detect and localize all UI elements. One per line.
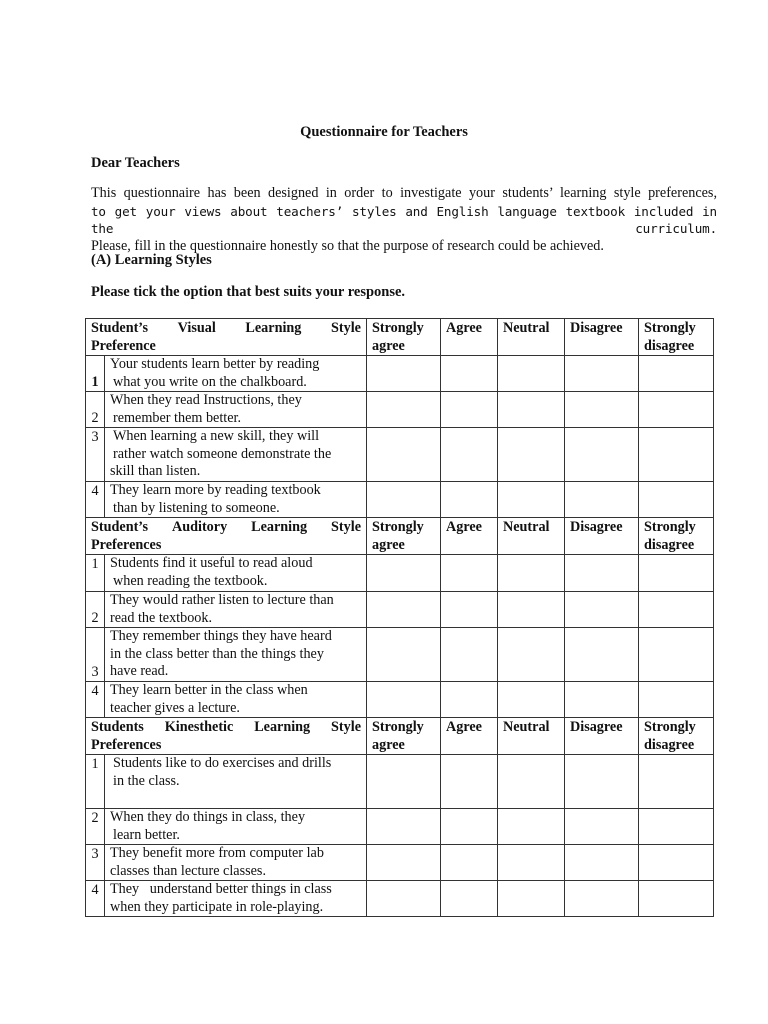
category-title — [86, 319, 367, 356]
table-row — [86, 845, 714, 881]
response-cell-strongly-disagree[interactable] — [639, 428, 714, 482]
page-title: Questionnaire for Teachers — [300, 124, 468, 140]
response-cell-strongly-disagree[interactable] — [639, 592, 714, 628]
response-cell-strongly-disagree[interactable] — [639, 356, 714, 392]
item-number: 1 — [86, 555, 105, 592]
response-cell-agree[interactable] — [441, 845, 498, 881]
item-number: 3 — [86, 628, 105, 682]
intro-line: Please, fill in the questionnaire honestly so that the purpose of research could be achieved. — [91, 237, 604, 254]
statement-line: read the textbook. — [110, 609, 213, 626]
item-statement — [105, 392, 367, 428]
response-cell-neutral[interactable] — [498, 592, 565, 628]
category-header-row — [86, 518, 714, 555]
option-header-strongly-disagree: Strongly disagree — [639, 319, 714, 356]
response-cell-disagree[interactable] — [565, 592, 639, 628]
response-cell-strongly-agree[interactable] — [367, 755, 441, 809]
response-cell-disagree[interactable] — [565, 845, 639, 881]
statement-line: Students like to do exercises and drills — [113, 755, 332, 771]
statement-line: rather watch someone demonstrate the — [113, 445, 332, 462]
category-title-word: Learning — [245, 320, 302, 336]
option-header-neutral: Neutral — [498, 518, 565, 555]
category-title-word: Style — [331, 320, 361, 336]
item-number: 3 — [86, 428, 105, 482]
category-title-word: Learning — [251, 519, 308, 535]
response-cell-neutral[interactable] — [498, 628, 565, 682]
item-number: 1 — [86, 356, 105, 392]
item-statement — [105, 845, 367, 881]
item-number: 4 — [86, 881, 105, 917]
category-title-word: Auditory — [171, 519, 228, 535]
response-cell-neutral[interactable] — [498, 881, 565, 917]
response-cell-strongly-agree[interactable] — [367, 682, 441, 718]
item-statement — [105, 755, 367, 809]
response-cell-agree[interactable] — [441, 628, 498, 682]
response-cell-disagree[interactable] — [565, 482, 639, 518]
statement-line: have read. — [110, 663, 169, 679]
option-header-strongly-agree: Strongly agree — [367, 319, 441, 356]
item-number: 2 — [86, 809, 105, 845]
statement-line: They understand better things in class — [110, 881, 332, 897]
item-number: 1 — [86, 755, 105, 809]
category-header-row — [86, 718, 714, 755]
table-row — [86, 755, 714, 809]
statement-line: learn better. — [113, 826, 180, 843]
statement-line: remember them better. — [113, 409, 242, 426]
response-cell-disagree[interactable] — [565, 392, 639, 428]
response-cell-strongly-agree[interactable] — [367, 392, 441, 428]
statement-line: than by listening to someone. — [113, 499, 280, 516]
response-cell-strongly-disagree[interactable] — [639, 482, 714, 518]
intro-line: This questionnaire has been designed in order to investigate your students’ learning style preferences, — [91, 185, 717, 201]
salutation: Dear Teachers — [91, 155, 180, 171]
response-cell-agree[interactable] — [441, 682, 498, 718]
option-header-agree: Agree — [441, 718, 498, 755]
response-cell-neutral[interactable] — [498, 682, 565, 718]
category-title-last: Preferences — [91, 736, 162, 753]
intro-line: to get your views about teachers’ styles and English language textbook included in the curriculum. — [91, 203, 717, 236]
table-row — [86, 555, 714, 592]
item-number: 4 — [86, 682, 105, 718]
instruction-text: Please tick the option that best suits your response. — [91, 284, 406, 300]
option-header-strongly-disagree: Strongly disagree — [639, 718, 714, 755]
response-cell-disagree[interactable] — [565, 555, 639, 592]
response-cell-strongly-disagree[interactable] — [639, 555, 714, 592]
response-cell-agree[interactable] — [441, 428, 498, 482]
response-cell-agree[interactable] — [441, 592, 498, 628]
category-title-last: Preferences — [91, 536, 162, 553]
table-row — [86, 592, 714, 628]
response-cell-strongly-agree[interactable] — [367, 428, 441, 482]
intro-paragraph — [91, 185, 717, 255]
category-title-word: Style — [331, 519, 361, 535]
response-cell-strongly-disagree[interactable] — [639, 682, 714, 718]
response-cell-neutral[interactable] — [498, 482, 565, 518]
section-heading: (A) Learning Styles — [91, 252, 212, 268]
item-statement — [105, 592, 367, 628]
category-title-word: Students — [91, 719, 144, 735]
statement-line: Students find it useful to read aloud — [110, 555, 313, 571]
category-title-word: Student’s — [91, 519, 149, 535]
item-statement — [105, 555, 367, 592]
item-statement — [105, 628, 367, 682]
item-statement — [105, 881, 367, 917]
statement-line: Your students learn better by reading — [110, 356, 320, 372]
response-cell-strongly-disagree[interactable] — [639, 755, 714, 809]
statement-line: They benefit more from computer lab — [110, 845, 324, 861]
item-statement — [105, 428, 367, 482]
category-title — [86, 518, 367, 555]
response-cell-neutral[interactable] — [498, 392, 565, 428]
option-header-disagree: Disagree — [565, 319, 639, 356]
questionnaire-table — [85, 318, 714, 917]
item-number: 3 — [86, 845, 105, 881]
response-cell-agree[interactable] — [441, 555, 498, 592]
option-header-strongly-agree: Strongly agree — [367, 718, 441, 755]
category-title — [86, 718, 367, 755]
table-row — [86, 356, 714, 392]
statement-line: They remember things they have heard — [110, 628, 332, 644]
response-cell-strongly-disagree[interactable] — [639, 628, 714, 682]
response-cell-disagree[interactable] — [565, 755, 639, 809]
statement-line: teacher gives a lecture. — [110, 699, 240, 716]
response-cell-strongly-disagree[interactable] — [639, 881, 714, 917]
table-row — [86, 482, 714, 518]
item-number: 2 — [86, 592, 105, 628]
response-cell-disagree[interactable] — [565, 628, 639, 682]
category-title-last: Preference — [91, 337, 156, 354]
option-header-strongly-disagree: Strongly disagree — [639, 518, 714, 555]
response-cell-agree[interactable] — [441, 809, 498, 845]
statement-line: in the class. — [113, 772, 180, 789]
table-row — [86, 809, 714, 845]
response-cell-disagree[interactable] — [565, 809, 639, 845]
response-cell-neutral[interactable] — [498, 555, 565, 592]
response-cell-strongly-agree[interactable] — [367, 482, 441, 518]
category-header-row — [86, 319, 714, 356]
response-cell-disagree[interactable] — [565, 881, 639, 917]
table-row — [86, 428, 714, 482]
statement-line: what you write on the chalkboard. — [113, 373, 307, 390]
response-cell-neutral[interactable] — [498, 845, 565, 881]
table-row — [86, 881, 714, 917]
response-cell-neutral[interactable] — [498, 755, 565, 809]
item-statement — [105, 809, 367, 845]
response-cell-strongly-disagree[interactable] — [639, 845, 714, 881]
statement-line: in the class better than the things they — [110, 645, 324, 662]
category-title-word: Student’s — [91, 320, 149, 336]
response-cell-strongly-agree[interactable] — [367, 356, 441, 392]
item-statement — [105, 482, 367, 518]
item-number: 4 — [86, 482, 105, 518]
table-row — [86, 682, 714, 718]
option-header-disagree: Disagree — [565, 518, 639, 555]
statement-line: They would rather listen to lecture than — [110, 592, 334, 608]
category-title-word: Visual — [177, 320, 216, 336]
option-header-disagree: Disagree — [565, 718, 639, 755]
response-cell-strongly-disagree[interactable] — [639, 392, 714, 428]
response-cell-strongly-agree[interactable] — [367, 592, 441, 628]
response-cell-disagree[interactable] — [565, 428, 639, 482]
option-header-neutral: Neutral — [498, 319, 565, 356]
response-cell-agree[interactable] — [441, 755, 498, 809]
statement-line: skill than listen. — [110, 463, 201, 479]
response-cell-agree[interactable] — [441, 392, 498, 428]
statement-line: classes than lecture classes. — [110, 862, 267, 879]
category-title-word: Kinesthetic — [164, 719, 234, 735]
statement-line: When they do things in class, they — [110, 809, 306, 825]
statement-line: When they read Instructions, they — [110, 392, 302, 408]
statement-line: When learning a new skill, they will — [113, 428, 320, 444]
response-cell-agree[interactable] — [441, 881, 498, 917]
response-cell-strongly-agree[interactable] — [367, 845, 441, 881]
statement-line: They learn more by reading textbook — [110, 482, 321, 498]
response-cell-disagree[interactable] — [565, 682, 639, 718]
response-cell-strongly-agree[interactable] — [367, 881, 441, 917]
response-cell-neutral[interactable] — [498, 356, 565, 392]
response-cell-neutral[interactable] — [498, 428, 565, 482]
item-number: 2 — [86, 392, 105, 428]
option-header-agree: Agree — [441, 319, 498, 356]
response-cell-strongly-agree[interactable] — [367, 628, 441, 682]
response-cell-agree[interactable] — [441, 482, 498, 518]
response-cell-strongly-disagree[interactable] — [639, 809, 714, 845]
table-row — [86, 392, 714, 428]
response-cell-neutral[interactable] — [498, 809, 565, 845]
option-header-strongly-agree: Strongly agree — [367, 518, 441, 555]
response-cell-disagree[interactable] — [565, 356, 639, 392]
item-statement — [105, 682, 367, 718]
response-cell-agree[interactable] — [441, 356, 498, 392]
statement-line: when they participate in role-playing. — [110, 898, 324, 915]
item-statement — [105, 356, 367, 392]
category-title-word: Style — [331, 719, 361, 735]
statement-line: when reading the textbook. — [113, 572, 268, 589]
category-title-word: Learning — [254, 719, 311, 735]
response-cell-strongly-agree[interactable] — [367, 809, 441, 845]
statement-line: They learn better in the class when — [110, 682, 308, 698]
option-header-neutral: Neutral — [498, 718, 565, 755]
option-header-agree: Agree — [441, 518, 498, 555]
response-cell-strongly-agree[interactable] — [367, 555, 441, 592]
table-row — [86, 628, 714, 682]
